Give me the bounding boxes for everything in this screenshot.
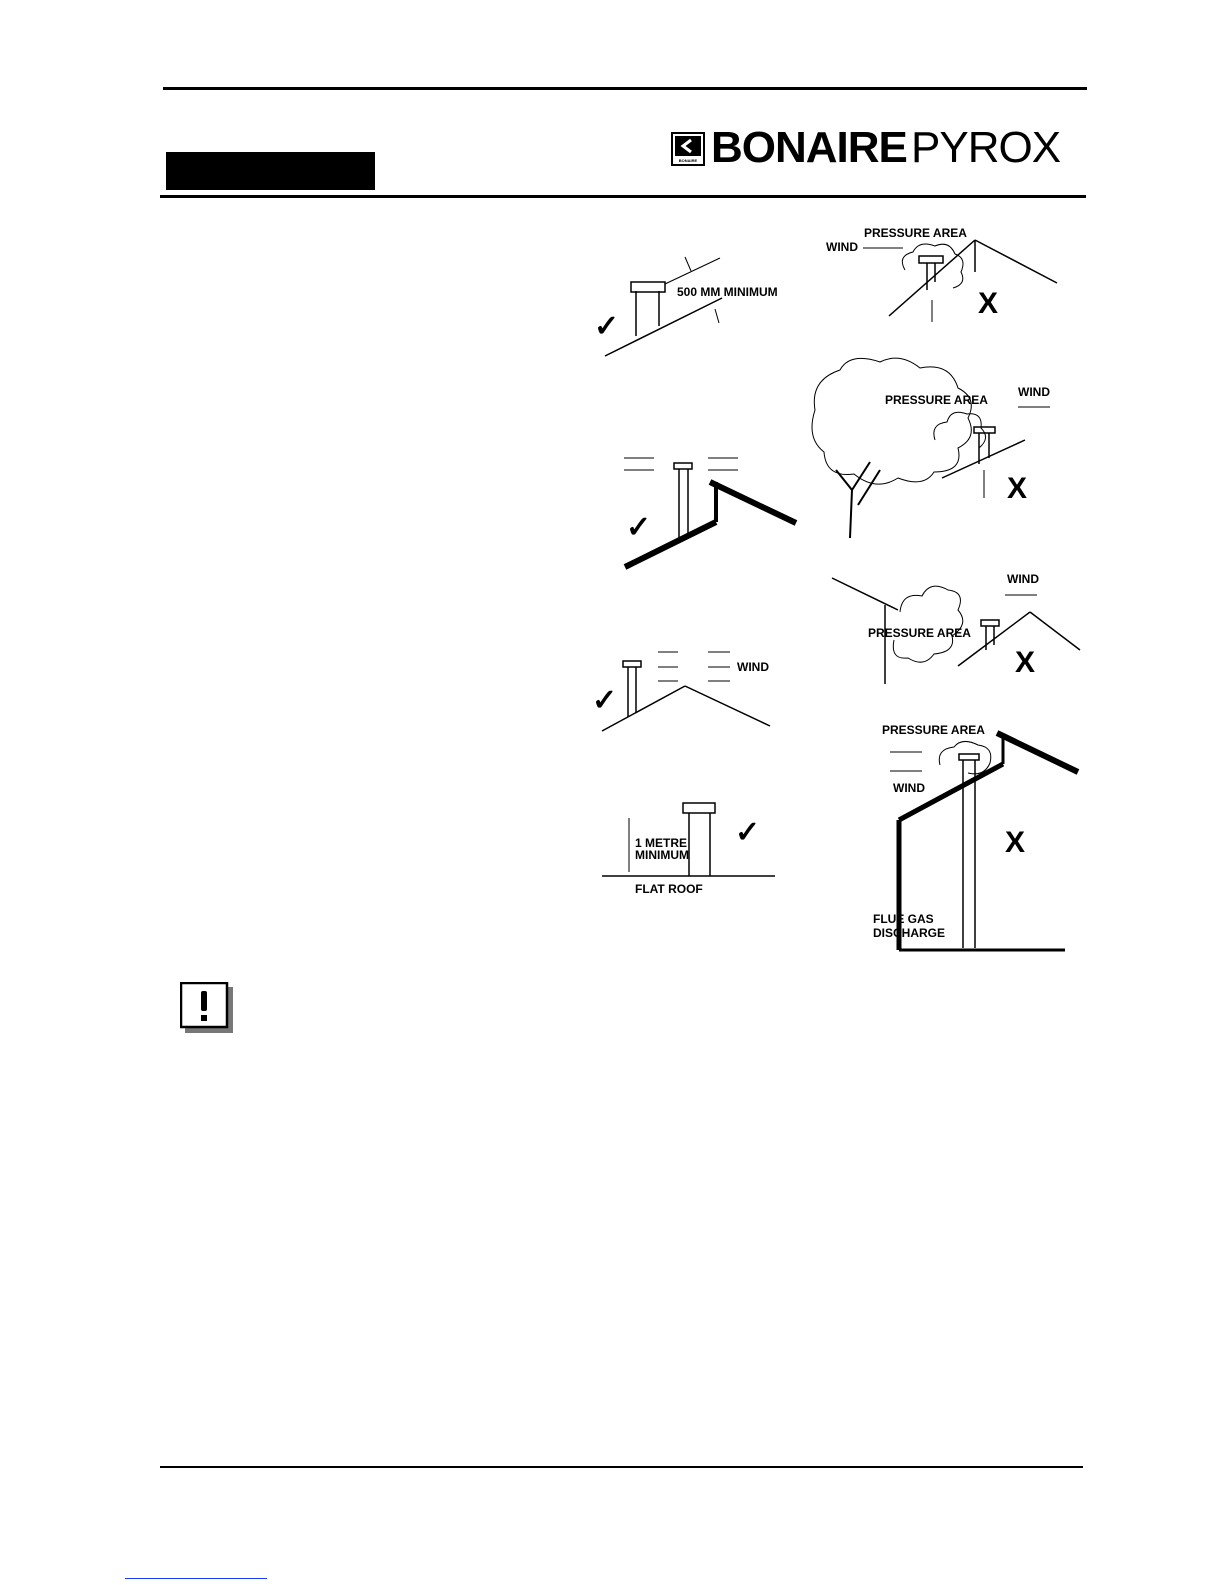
footer-link-underline <box>125 1578 267 1579</box>
cross-mark-d4: X <box>1007 472 1028 505</box>
label-pressure-area-d4: PRESSURE AREA <box>885 393 988 407</box>
cross-mark-d8: X <box>1005 826 1026 859</box>
label-wind-d4: WIND <box>1018 385 1050 399</box>
label-wind-d6: WIND <box>1007 572 1039 586</box>
logo-product-text: PYROX <box>911 123 1061 172</box>
label-pressure-area-d2: PRESSURE AREA <box>864 226 967 240</box>
label-pressure-area-d8: PRESSURE AREA <box>882 723 985 737</box>
exclamation-icon <box>180 982 232 1032</box>
diagram-500mm-minimum <box>605 257 722 356</box>
label-discharge: DISCHARGE <box>873 926 946 940</box>
cross-mark-d6: X <box>1015 646 1036 679</box>
label-1-metre: 1 METRE <box>635 836 688 850</box>
label-pressure-area-d6: PRESSURE AREA <box>868 626 971 640</box>
check-mark-d5: ✓ <box>592 684 618 717</box>
label-wind-d5: WIND <box>737 660 769 674</box>
diagram-pressure-tree <box>812 358 1050 538</box>
label-500mm-minimum: 500 MM MINIMUM <box>677 285 778 299</box>
label-wind-d2: WIND <box>826 240 858 254</box>
label-wind-d8: WIND <box>893 781 925 795</box>
label-flat-roof: FLAT ROOF <box>635 882 703 896</box>
logo-brand-text: BONAIRE <box>711 123 907 172</box>
logo-mark-text: BONAIRE <box>678 158 698 163</box>
label-flue-gas: FLUE GAS <box>873 912 934 926</box>
footer-rule <box>160 1466 1083 1468</box>
check-mark-d1: ✓ <box>594 310 620 343</box>
diagram-pressure-near-wall <box>863 240 1057 322</box>
label-minimum: MINIMUM <box>635 848 689 862</box>
cross-mark-d2: X <box>978 287 999 320</box>
check-mark-d7: ✓ <box>735 816 761 849</box>
check-mark-d3: ✓ <box>626 511 652 544</box>
